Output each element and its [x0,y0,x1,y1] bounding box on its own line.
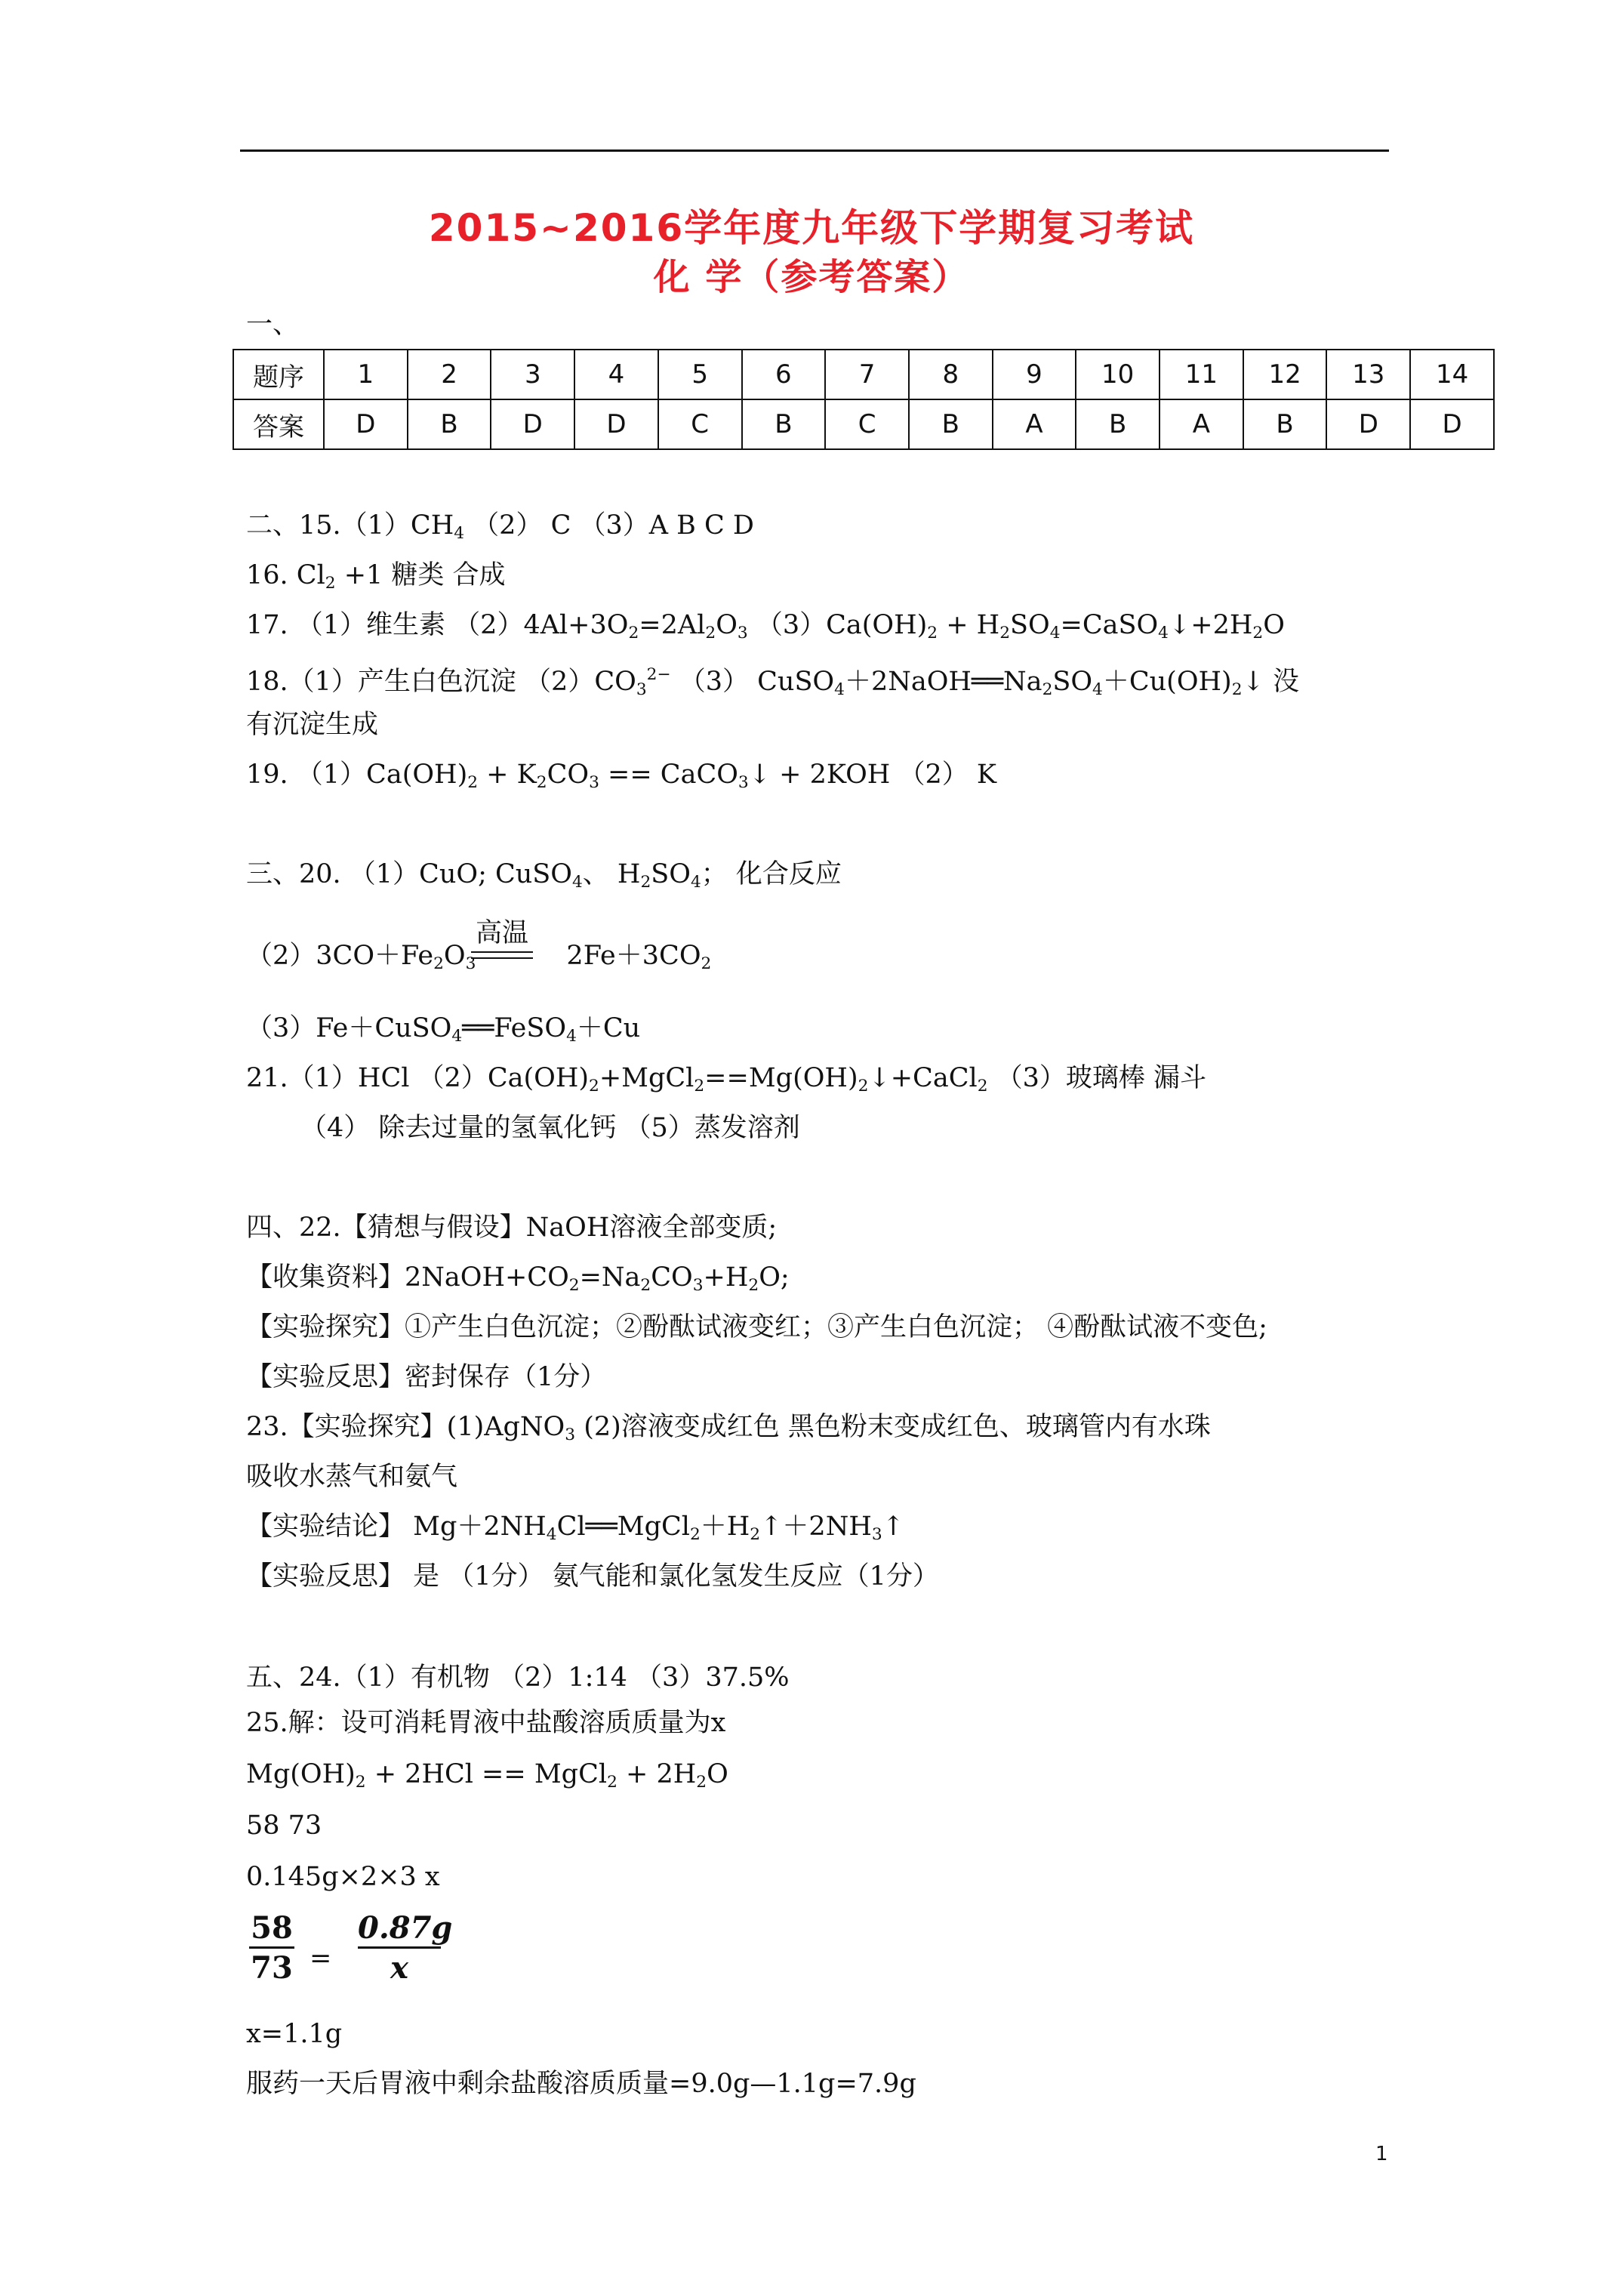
table-header-cell: 题序 [233,350,324,399]
question-number-cell: 13 [1326,350,1410,399]
title-line-1: 2015~2016学年度九年级下学期复习考试 [428,206,1195,250]
answer-cell: D [1326,399,1410,449]
page-number: 1 [1375,2143,1388,2165]
q23-line-2: 吸收水蒸气和氨气 [246,1462,458,1492]
condition-label: 高温 [475,918,528,948]
answer-cell: A [993,399,1076,449]
q17-line: 17. （1）维生素 $(2)4Al+3O_2=2Al_2O_3$ $(3)Ca(OH)_2$ + $H_2SO_4=CaSO_4↓+2H_2O$ [246,610,1285,643]
answer-cell: C [658,399,742,449]
title-line-2: 化 学（参考答案） [653,256,970,298]
fraction-equals: = [310,1943,332,1974]
header-rule [240,149,1389,152]
answer-cell: B [408,399,491,449]
q25-result: x=1.1g [246,2019,343,2049]
fraction-right-denominator: x [390,1950,408,1986]
answer-cell: D [324,399,408,449]
section-1-label: 一、 [246,310,300,340]
q18-line: 18.（1）产生白色沉淀 $(2)CO_3^{2-}$ （3） $CuSO_4+2NaOH══Na_2SO_4+Cu(OH)_2↓$ 没 [246,665,1299,699]
q20-line-1: 三、20. （1）CuO; CuSO$_4$、 $H_2SO_4$； 化合反应 [246,859,842,892]
q15-line: 二、$15.(1)CH_4$ （2） C （3）A B C D [246,510,754,543]
question-number-cell: 11 [1160,350,1243,399]
question-number-cell: 6 [742,350,826,399]
question-number-cell: 7 [825,350,909,399]
reaction-condition [471,918,533,959]
q20-line-2: $(2)3CO+Fe_2O_3$ $2Fe+3CO_2$ [246,941,712,973]
question-number-cell: 9 [993,350,1076,399]
table-row [233,350,1494,399]
q20-line-3: （3）Fe＋CuSO$_4$══FeSO$_4$＋Cu [246,1013,641,1046]
q25-mass-line: 58 73 [246,1811,322,1841]
table-row [233,399,1494,449]
answer-cell: A [1160,399,1243,449]
fraction-right [358,1910,453,1988]
q24-line: 五、24.（1）有机物 （2）1:14 （3）37.5% [246,1663,790,1693]
question-number-cell: 3 [491,350,574,399]
answer-cell: D [491,399,574,449]
fraction-left-denominator: 73 [251,1950,293,1986]
q16-line: 16. $Cl_2 +1$ 糖类 合成 [246,560,506,593]
q25-final: 服药一天后胃液中剩余盐酸溶质质量=9.0g—1.1g=7.9g [246,2069,916,2099]
q21-line-2: （4） 除去过量的氢氧化钙 （5）蒸发溶剂 [300,1113,800,1143]
answer-cell: B [1076,399,1160,449]
q25-given-line: 0.145g×2×3 x [246,1862,440,1892]
answer-cell: B [1243,399,1327,449]
table-header-cell: 答案 [233,399,324,449]
q23-line-1: 23.【实验探究】(1)AgNO$_3$ (2)溶液变成红色 黑色粉末变成红色、玻璃管内有水珠 [246,1412,1211,1444]
q23-line-3: 【实验结论】 $Mg+2NH_4Cl══MgCl_2+H_2↑+2NH_3↑$ [246,1512,904,1544]
answer-cell: D [574,399,658,449]
q22-line-1: 四、22.【猜想与假设】NaOH溶液全部变质; [246,1213,778,1243]
answer-cell: B [909,399,993,449]
fraction-right-numerator: 0.87g [358,1910,441,1949]
q22-line-3: 【实验探究】①产生白色沉淀；②酚酞试液变红；③产生白色沉淀； ④酚酞试液不变色; [246,1312,1267,1342]
answer-table [233,349,1495,450]
question-number-cell: 5 [658,350,742,399]
q18-continuation: 有沉淀生成 [246,710,379,740]
question-number-cell: 10 [1076,350,1160,399]
question-number-cell: 1 [324,350,408,399]
question-number-cell: 4 [574,350,658,399]
question-number-cell: 2 [408,350,491,399]
fraction-left [249,1910,294,1988]
answer-cell: B [742,399,826,449]
q22-line-2: 【收集资料】$2NaOH+CO_2=Na_2CO_3+H_2O$; [246,1262,790,1295]
answer-cell: C [825,399,909,449]
q19-line: 19. $(1)Ca(OH)_2 + K_2CO_3$ == CaCO$_3$↓ + 2KOH （2） K [246,760,996,792]
fraction-left-numerator: 58 [249,1910,294,1949]
question-number-cell: 8 [909,350,993,399]
q21-line-1: 21.（1）HCl $(2)Ca(OH)_2+MgCl_2==Mg(OH)_2↓+CaCl_2$ （3）玻璃棒 漏斗 [246,1063,1207,1096]
q23-line-4: 【实验反思】 是 （1分） 氨气能和氯化氢发生反应（1分） [246,1561,939,1592]
question-number-cell: 12 [1243,350,1327,399]
q25-equation: $Mg(OH)_2 + 2HCl$ == MgCl$_2$ + $2H_2O$ [246,1759,728,1792]
q25-line-1: 25.解：设可消耗胃液中盐酸溶质质量为x [246,1708,726,1738]
question-number-cell: 14 [1410,350,1494,399]
q22-line-4: 【实验反思】密封保存（1分） [246,1362,607,1392]
double-arrow-bars [471,951,533,959]
answer-cell: D [1410,399,1494,449]
